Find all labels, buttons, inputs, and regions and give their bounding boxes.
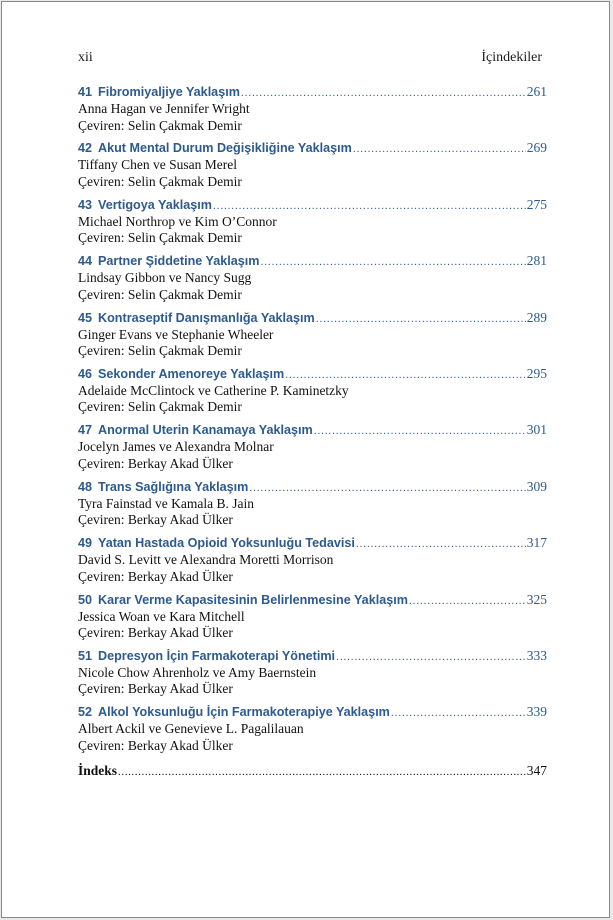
- chapter-translator: Çeviren: Selin Çakmak Demir: [78, 117, 242, 133]
- toc-entry: [78, 310, 547, 366]
- chapter-number: 51: [78, 648, 93, 663]
- chapter-page-number: 295: [526, 365, 547, 381]
- chapter-authors: Ginger Evans ve Stephanie Wheeler: [78, 326, 274, 342]
- dot-leader: [356, 536, 526, 552]
- toc-entry-title-line[interactable]: [78, 253, 547, 270]
- chapter-authors: Nicole Chow Ahrenholz ve Amy Baernstein: [78, 664, 317, 680]
- toc-entry-title-line[interactable]: [78, 84, 547, 101]
- chapter-title: Vertigoya Yaklaşım: [98, 197, 212, 212]
- chapter-authors: Albert Ackil ve Genevieve L. Pagalilauan: [78, 721, 304, 737]
- toc-entry-title-line[interactable]: [78, 648, 547, 665]
- chapter-translator: Çeviren: Selin Çakmak Demir: [78, 399, 242, 415]
- toc-entry-title-line[interactable]: [78, 479, 547, 496]
- chapter-title: Yatan Hastada Opioid Yoksunluğu Tedavisi: [98, 536, 355, 551]
- chapter-translator: Çeviren: Berkay Akad Ülker: [78, 681, 233, 697]
- toc-entry-title-line[interactable]: [78, 592, 547, 609]
- chapter-page-number: 289: [526, 309, 547, 325]
- chapter-title: Karar Verme Kapasitesinin Belirlenmesine Yaklaşım: [98, 592, 408, 607]
- toc-entry-title-line[interactable]: [78, 422, 547, 439]
- toc-entry: [78, 197, 547, 253]
- chapter-number: 44: [78, 254, 93, 269]
- toc-entry: [78, 253, 547, 309]
- chapter-translator: Çeviren: Selin Çakmak Demir: [78, 230, 242, 246]
- chapter-title: Alkol Yoksunluğu İçin Farmakoterapiye Yaklaşım: [98, 705, 390, 720]
- document-page: [1, 1, 610, 918]
- chapter-translator: Çeviren: Berkay Akad Ülker: [78, 455, 233, 471]
- toc-entry-title-line[interactable]: [78, 704, 547, 721]
- section-title: İçindekiler: [481, 50, 542, 65]
- toc-entry: [78, 422, 547, 478]
- toc-entry: [78, 84, 547, 140]
- chapter-page-number: 309: [526, 478, 547, 494]
- chapter-number: 49: [78, 536, 93, 551]
- chapter-number: 52: [78, 705, 93, 720]
- chapter-page-number: 269: [526, 140, 547, 156]
- dot-leader: [118, 764, 526, 780]
- chapter-number: 48: [78, 479, 93, 494]
- dot-leader: [249, 480, 525, 496]
- chapter-number: 46: [78, 366, 93, 381]
- chapter-translator: Çeviren: Berkay Akad Ülker: [78, 737, 233, 753]
- chapter-authors: Lindsay Gibbon ve Nancy Sugg: [78, 270, 252, 286]
- chapter-authors: Jessica Woan ve Kara Mitchell: [78, 608, 245, 624]
- dot-leader: [391, 705, 526, 721]
- chapter-authors: Tiffany Chen ve Susan Merel: [78, 157, 237, 173]
- chapter-number: 47: [78, 423, 93, 438]
- chapter-title: Kontraseptif Danışmanlığa Yaklaşım: [98, 310, 315, 325]
- toc-entry-title-line[interactable]: [78, 366, 547, 383]
- chapter-translator: Çeviren: Berkay Akad Ülker: [78, 568, 233, 584]
- chapter-translator: Çeviren: Berkay Akad Ülker: [78, 625, 233, 641]
- toc-entry: [78, 592, 547, 648]
- chapter-translator: Çeviren: Selin Çakmak Demir: [78, 173, 242, 189]
- chapter-number: 43: [78, 197, 93, 212]
- toc-entry-title-line[interactable]: [78, 197, 547, 214]
- chapter-title: Depresyon İçin Farmakoterapi Yönetimi: [98, 648, 336, 663]
- chapter-page-number: 261: [526, 84, 547, 99]
- running-head: [78, 50, 542, 66]
- toc-entry-title-line[interactable]: [78, 535, 547, 552]
- dot-leader: [260, 254, 525, 270]
- chapter-page-number: 333: [526, 647, 547, 663]
- dot-leader: [409, 593, 526, 609]
- toc-entry: [78, 535, 547, 591]
- chapter-page-number: 301: [526, 422, 547, 438]
- index-label: İndeks: [78, 762, 118, 778]
- chapter-authors: David S. Levitt ve Alexandra Moretti Morrison: [78, 552, 334, 568]
- chapter-authors: Anna Hagan ve Jennifer Wright: [78, 101, 250, 116]
- dot-leader: [241, 85, 526, 101]
- chapter-page-number: 325: [526, 591, 547, 607]
- chapter-number: 50: [78, 592, 93, 607]
- toc-entry-title-line[interactable]: [78, 140, 547, 157]
- dot-leader: [285, 367, 526, 383]
- index-page-number: 347: [526, 762, 547, 778]
- chapter-authors: Adelaide McClintock ve Catherine P. Kaminetzky: [78, 382, 349, 398]
- chapter-translator: Çeviren: Selin Çakmak Demir: [78, 286, 242, 302]
- chapter-page-number: 317: [526, 535, 547, 551]
- dot-leader: [336, 649, 526, 665]
- toc-entry: [78, 479, 547, 535]
- chapter-title: Partner Şiddetine Yaklaşım: [98, 254, 260, 269]
- chapter-page-number: 339: [526, 704, 547, 720]
- chapter-authors: Michael Northrop ve Kim O’Connor: [78, 213, 277, 229]
- dot-leader: [314, 423, 526, 439]
- table-of-contents: [78, 84, 547, 780]
- chapter-title: Anormal Uterin Kanamaya Yaklaşım: [98, 423, 313, 438]
- chapter-title: Sekonder Amenoreye Yaklaşım: [98, 366, 285, 381]
- toc-entry: [78, 704, 547, 760]
- chapter-authors: Jocelyn James ve Alexandra Molnar: [78, 439, 274, 455]
- toc-entry: [78, 366, 547, 422]
- chapter-title: Trans Sağlığına Yaklaşım: [98, 479, 249, 494]
- chapter-number: 45: [78, 310, 93, 325]
- chapter-number: 41: [78, 85, 93, 99]
- dot-leader: [213, 198, 526, 214]
- chapter-page-number: 275: [526, 196, 547, 212]
- toc-entry: [78, 140, 547, 196]
- index-entry[interactable]: [78, 763, 547, 780]
- chapter-translator: Çeviren: Selin Çakmak Demir: [78, 343, 242, 359]
- chapter-title: Akut Mental Durum Değişikliğine Yaklaşım: [98, 141, 352, 156]
- dot-leader: [316, 311, 526, 327]
- chapter-authors: Tyra Fainstad ve Kamala B. Jain: [78, 495, 255, 511]
- toc-entry: [78, 648, 547, 704]
- toc-entry-title-line[interactable]: [78, 310, 547, 327]
- chapter-title: Fibromiyaljiye Yaklaşım: [98, 85, 240, 99]
- chapter-translator: Çeviren: Berkay Akad Ülker: [78, 512, 233, 528]
- dot-leader: [353, 141, 526, 157]
- chapter-number: 42: [78, 141, 93, 156]
- page-number-roman: xii: [78, 50, 93, 65]
- chapter-page-number: 281: [526, 253, 547, 269]
